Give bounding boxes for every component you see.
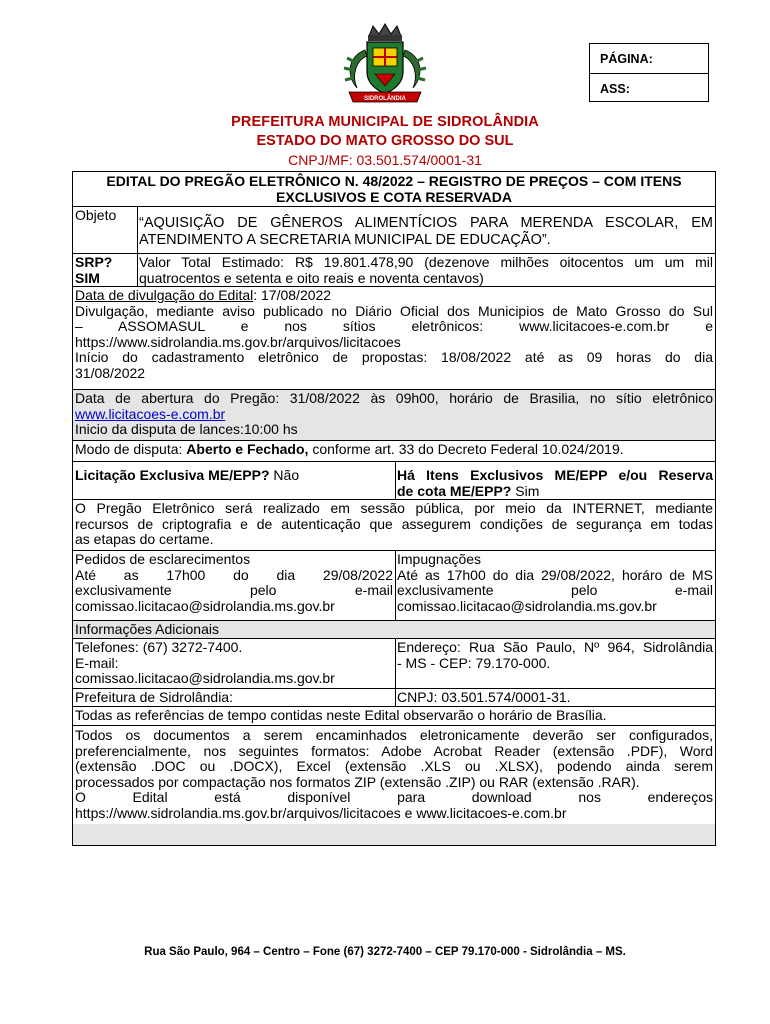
- divulgacao-block: [73, 288, 715, 381]
- modo-reference: conforme art. 33 do Decreto Federal 10.024/2019.: [308, 441, 624, 457]
- cnpj-value: CNPJ: 03.501.574/0001-31.: [397, 689, 571, 705]
- coat-of-arms-logo: [335, 22, 435, 112]
- docs-line4: processados por compactação nos formatos ZIP (extensão .ZIP) ou RAR (extensão .RAR).: [75, 773, 640, 790]
- pedidos-email: comissao.licitacao@sidrolandia.ms.gov.br: [75, 597, 335, 614]
- pedidos-channel: exclusivamente pelo e-mail: [75, 582, 393, 598]
- itens-value: Sim: [511, 482, 540, 499]
- table-bottom-shade: [73, 824, 715, 845]
- endereco-line1: Endereço: Rua São Paulo, Nº 964, Sidrolândia: [397, 639, 713, 655]
- pedidos-deadline: Até as 17h00 do dia 29/08/2022: [75, 566, 393, 583]
- itens-exclusivos: [395, 468, 715, 499]
- objeto-label: Objeto: [75, 207, 117, 223]
- docs-line2: preferencialmente, nos seguintes formatos: Adobe Acrobat Reader (extensão .PDF), Word: [75, 742, 713, 759]
- divulgacao-label: Data de divulgação do Edital: [75, 287, 254, 303]
- page-footer: Rua São Paulo, 964 – Centro – Fone (67) 3272-7400 – CEP 79.170-000 - Sidrolândia – MS.: [144, 946, 626, 958]
- pregao-line3: as etapas do certame.: [75, 531, 214, 547]
- valor-estimado: [137, 255, 715, 286]
- edital-table: [72, 171, 716, 846]
- licitacao-exclusiva: [73, 468, 395, 484]
- email-label: E-mail:: [75, 654, 119, 671]
- objeto-text: [137, 215, 715, 249]
- edital-title: [73, 174, 715, 205]
- pregao-line1: O Pregão Eletrônico será realizado em sessão pública, por meio da INTERNET, mediante: [75, 500, 713, 516]
- pregao-line2: recursos de criptografia e de autenticação que assegurem condições de segurança em todas: [75, 515, 713, 532]
- download-line1: O Edital está disponível para download nos endereços: [75, 789, 713, 805]
- pedidos-title: Pedidos de esclarecimentos: [75, 551, 251, 567]
- srp-question: SRP?: [75, 254, 113, 270]
- informacoes-label: Informações Adicionais: [73, 621, 715, 638]
- itens-label: de cota ME/EPP?: [397, 482, 512, 499]
- documentos-block: [73, 728, 715, 821]
- pedidos-esclarecimentos: [73, 552, 395, 614]
- srp-label: [73, 255, 137, 286]
- docs-line1: Todos os documentos a serem encaminhados eletronicamente deverão ser configurados,: [75, 727, 713, 743]
- inicio-line1: Início do cadastramento eletrônico de propostas: 18/08/2022 até as 09 horas do dia: [75, 349, 713, 365]
- itens-line1: Há Itens Exclusivos ME/EPP e/ou Reserva: [397, 467, 713, 483]
- impugnacoes-deadline: Até as 17h00 do dia 29/08/2022, horáro de MS: [397, 566, 713, 583]
- endereco-block: [395, 640, 715, 671]
- docs-line3: (extensão .DOC ou .DOCX), Excel (extensão .XLS ou .XLSX), podendo ainda serem: [75, 758, 713, 774]
- referencias-tempo: Todas as referências de tempo contidas neste Edital observarão o horário de Brasília.: [75, 707, 607, 723]
- impugnacoes-channel: exclusivamente pelo e-mail: [397, 582, 713, 598]
- impugnacoes: [395, 552, 715, 614]
- edital-title-line1: EDITAL DO PREGÃO ELETRÔNICO N. 48/2022 – REGISTRO DE PREÇOS – COM ITENS: [106, 173, 682, 189]
- page-signature-box: [589, 43, 709, 102]
- abertura-block: [73, 390, 715, 440]
- download-line2: https://www.sidrolandia.ms.gov.br/arquivos/licitacoes e www.licitacoes-e.com.br: [75, 804, 567, 821]
- srp-answer: SIM: [75, 269, 100, 286]
- licitacoes-link[interactable]: www.licitacoes-e.com.br: [75, 405, 226, 422]
- valor-line2: quatrocentos e setenta e oito reais e noventa centavos): [139, 269, 484, 286]
- disputa-line: Inicio da disputa de lances:10:00 hs: [75, 421, 298, 437]
- objeto-line2: ATENDIMENTO A SECRETARIA MUNICIPAL DE EDUCAÇÃO”.: [139, 232, 551, 248]
- valor-line1: Valor Total Estimado: R$ 19.801.478,90 (dezenove milhões oitocentos um um mil: [139, 254, 713, 270]
- header-prefeitura: PREFEITURA MUNICIPAL DE SIDROLÂNDIA: [231, 114, 539, 130]
- signature-label: ASS:: [590, 73, 708, 102]
- divulgacao-date: : 17/08/2022: [253, 287, 332, 303]
- pregao-block: [73, 501, 715, 548]
- aviso-line1: Divulgação, mediante aviso publicado no Diário Oficial dos Municipios de Mato Grosso do Sul: [75, 302, 713, 319]
- modo-label: Modo de disputa:: [75, 441, 187, 457]
- svg-text:SIDROLÂNDIA: SIDROLÂNDIA: [364, 96, 406, 102]
- edital-title-line2: EXCLUSIVOS E COTA RESERVADA: [276, 188, 512, 205]
- aviso-line3: https://www.sidrolandia.ms.gov.br/arquivos/licitacoes: [75, 333, 401, 350]
- aviso-line2: – ASSOMASUL e nos sítios eletrônicos: www.licitacoes-e.com.br e: [75, 318, 713, 334]
- modo-value: Aberto e Fechado,: [186, 441, 309, 457]
- page-label: PÁGINA:: [600, 52, 653, 66]
- prefeitura-label: Prefeitura de Sidrolândia:: [75, 689, 233, 705]
- header-cnpj: CNPJ/MF: 03.501.574/0001-31: [288, 152, 482, 168]
- abertura-line1: Data de abertura do Pregão: 31/08/2022 às 09h00, horário de Brasilia, no sítio eletrônico: [75, 390, 713, 406]
- email-address: comissao.licitacao@sidrolandia.ms.gov.br: [75, 670, 335, 686]
- inicio-line2: 31/08/2022: [75, 364, 146, 381]
- impugnacoes-title: Impugnações: [397, 551, 482, 567]
- exclusiva-label: Licitação Exclusiva ME/EPP?: [75, 467, 270, 483]
- endereco-line2: - MS - CEP: 79.170-000.: [397, 654, 551, 671]
- impugnacoes-email: comissao.licitacao@sidrolandia.ms.gov.br: [397, 597, 657, 614]
- header-estado: ESTADO DO MATO GROSSO DO SUL: [256, 133, 514, 149]
- objeto-line1: “AQUISIÇÃO DE GÊNEROS ALIMENTÍCIOS PARA MERENDA ESCOLAR, EM: [139, 215, 713, 231]
- telefones: Telefones: (67) 3272-7400.: [75, 639, 243, 655]
- exclusiva-value: Não: [269, 467, 300, 483]
- modo-disputa: [73, 442, 715, 458]
- divulgacao-line: [75, 288, 713, 304]
- contato-block: [73, 640, 395, 687]
